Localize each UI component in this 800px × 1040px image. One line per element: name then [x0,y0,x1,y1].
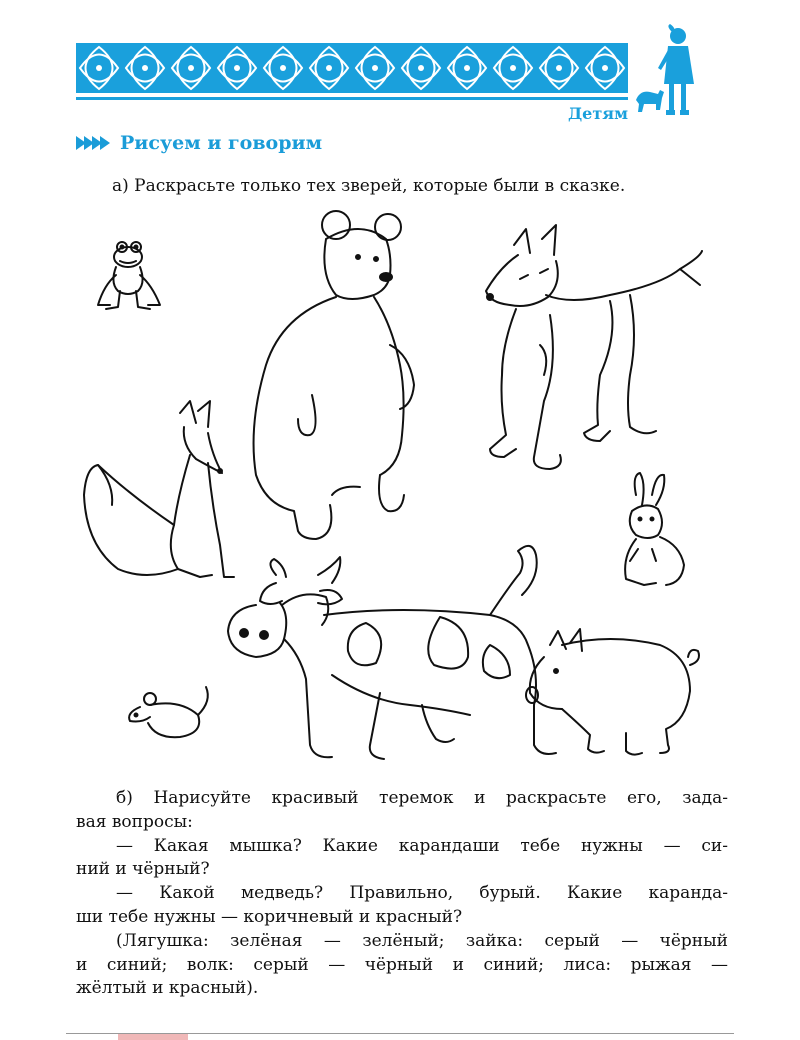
task-b-line: б) Нарисуйте красивый теремок и раскрасьте его, зада- [116,788,728,808]
hare-icon [625,473,684,585]
task-b-line: ши тебе нужны — коричневый и красный? [76,906,463,927]
cow-icon [228,546,556,759]
ornament-banner [76,43,628,93]
bear-icon [254,211,414,539]
task-a-instruction: а) Раскрасьте только тех зверей, которые были в сказке. [112,176,626,196]
task-b-line: вая вопросы: [76,811,193,832]
fox-icon [84,401,234,577]
mouse-icon [129,687,208,737]
task-b-line: (Лягушка: зелёная — зелёный; зайка: серый — чёрный [116,930,728,951]
section-title-text: Рисуем и говорим [120,132,323,154]
girl-with-dog-icon [636,24,712,120]
task-b-line: жёлтый и красный). [76,978,259,999]
frog-icon [98,242,160,309]
wolf-icon [486,225,702,469]
animals-illustration [70,205,730,785]
double-arrow-icon [76,133,110,153]
footer-mark [118,1034,188,1040]
header-tag: Детям [567,104,628,123]
task-b-text [76,787,728,1001]
task-b-line: — Какая мышка? Какие карандаши тебе нужны — си- [116,835,728,856]
pig-icon [526,629,699,755]
task-b-line: ний и чёрный? [76,859,210,880]
task-b-line: и синий; волк: серый — чёрный и синий; лиса: рыжая — [76,954,728,975]
banner-underline [76,97,628,100]
task-b-line: — Какой медведь? Правильно, бурый. Какие каранда- [116,883,728,904]
section-title [76,130,322,156]
